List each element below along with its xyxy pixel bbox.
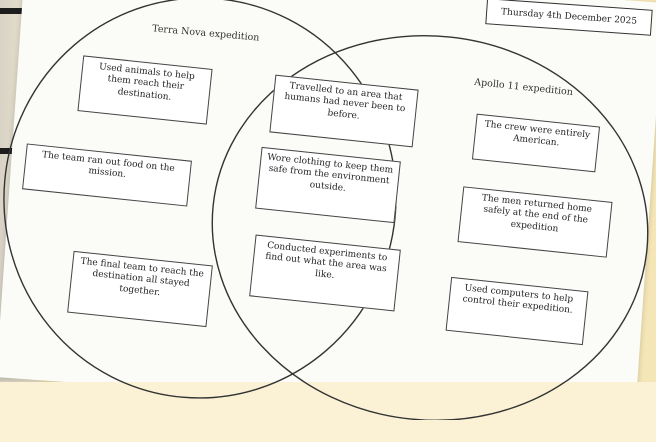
- date-box: Thursday 4th December 2025: [485, 0, 652, 36]
- card-left-together: The final team to reach the destination all stayed together.: [67, 251, 213, 327]
- card-right-american: The crew were entirely American.: [472, 114, 600, 173]
- card-left-food: The team ran out food on the mission.: [22, 143, 192, 206]
- left-circle-title: Terra Nova expedition: [151, 23, 260, 44]
- card-right-home: The men returned home safely at the end of the expedition: [457, 186, 612, 257]
- card-middle-travelled: Travelled to an area that humans had never been to before.: [269, 75, 418, 148]
- card-right-computers: Used computers to help control their expedition.: [446, 277, 589, 345]
- card-middle-experiments: Conducted experiments to find out what the area was like.: [249, 235, 401, 312]
- right-circle-title: Apollo 11 expedition: [473, 76, 574, 99]
- card-left-animals: Used animals to help them reach their destination.: [77, 55, 212, 124]
- card-middle-clothing: Wore clothing to keep them safe from the environment outside.: [255, 147, 401, 223]
